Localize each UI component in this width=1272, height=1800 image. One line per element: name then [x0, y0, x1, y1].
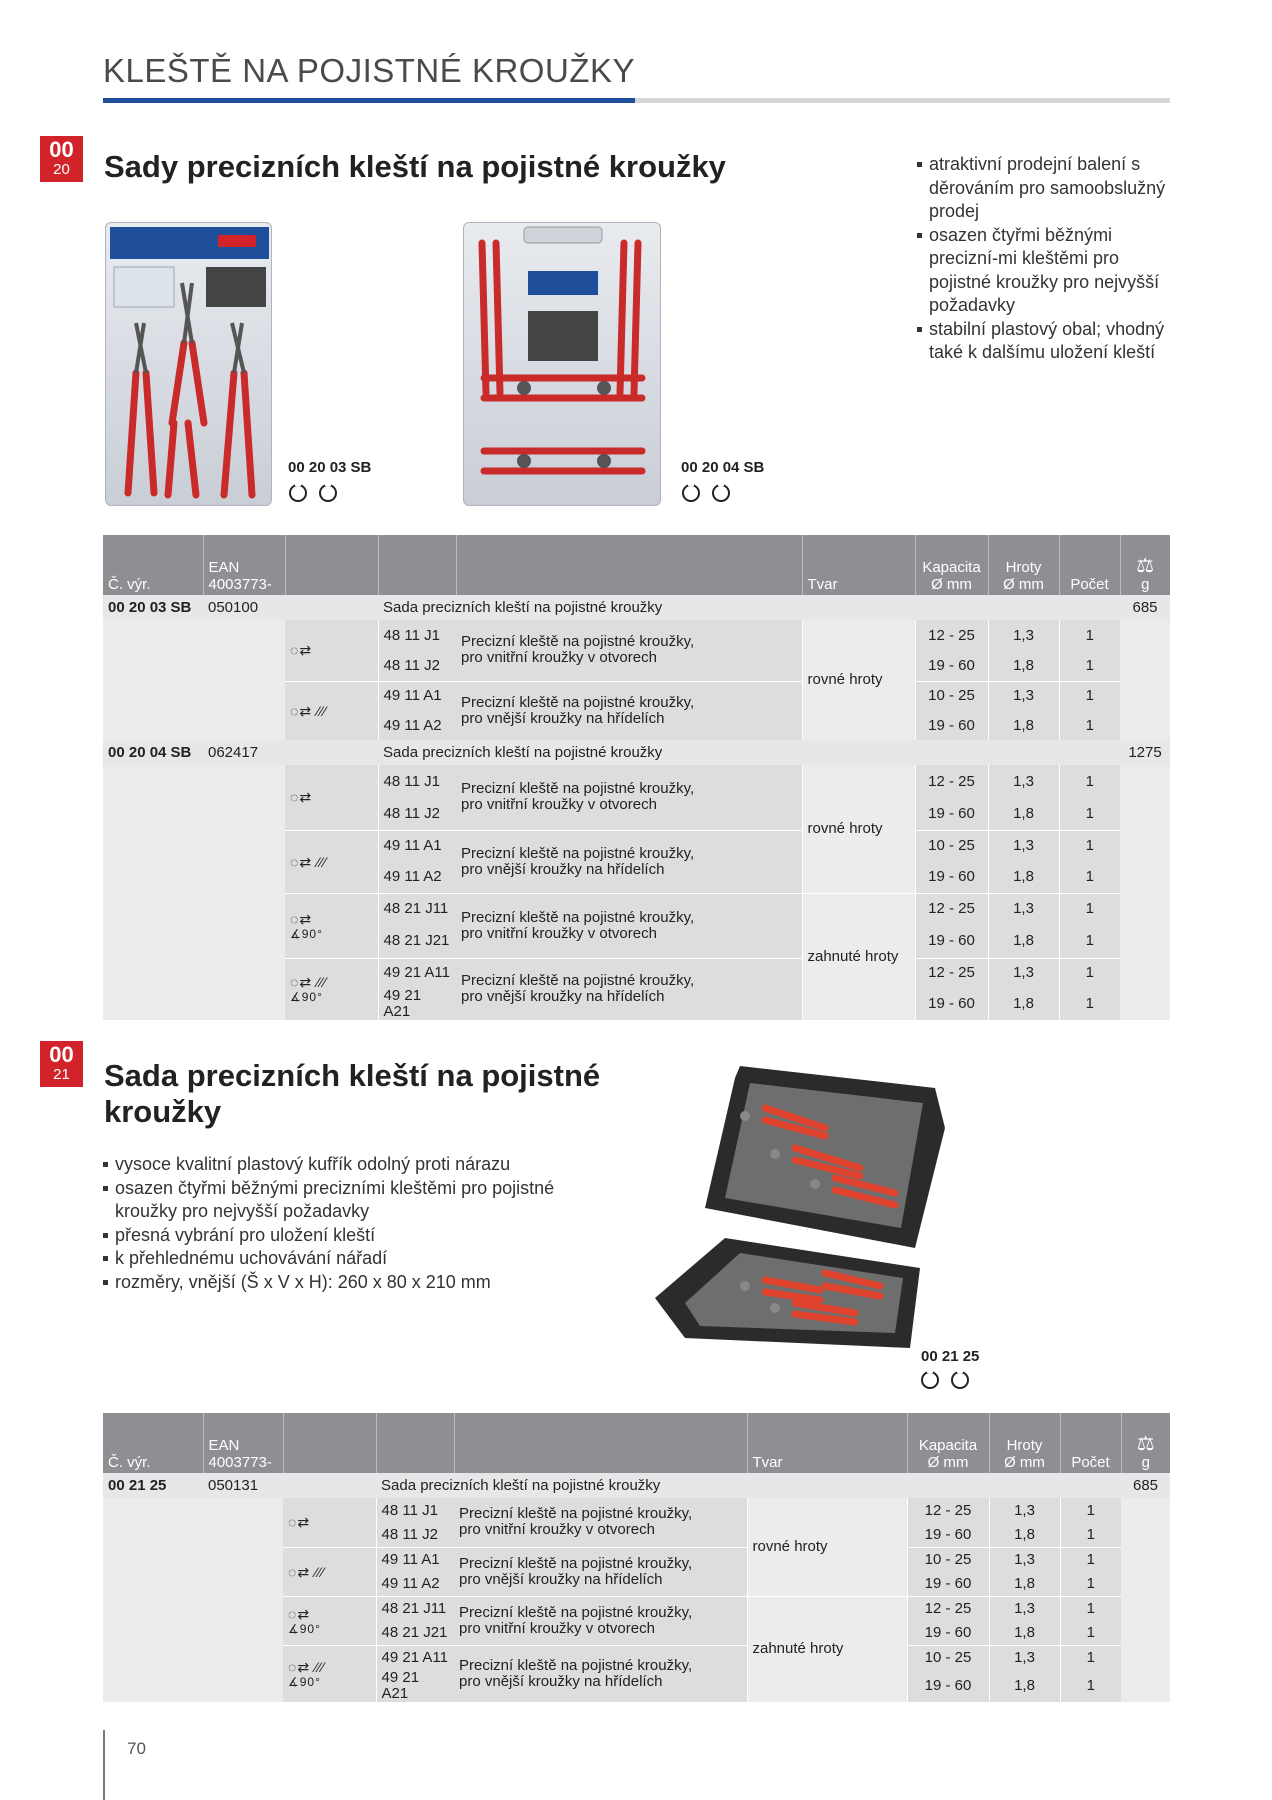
spec-table-002125 — [103, 1413, 1170, 1702]
tip: 1,3 — [989, 1645, 1060, 1670]
capacity: 19 - 60 — [915, 862, 988, 893]
col-ean — [203, 1413, 283, 1473]
item-description — [456, 958, 802, 1020]
desc-line: Precizní kleště na pojistné kroužky, — [459, 1656, 693, 1674]
tip: 1,8 — [989, 1572, 1060, 1596]
feature-item: osazen čtyřmi běžnými precizními kleštěmi pro pojistné kroužky pro nejvyšší požadavky — [103, 1177, 603, 1224]
col-symbol — [283, 1413, 376, 1473]
angle-90-icon: ∡90° — [290, 926, 323, 941]
tip: 1,3 — [988, 830, 1059, 862]
tip: 1,3 — [989, 1547, 1060, 1572]
capacity: 19 - 60 — [907, 1621, 989, 1645]
item-description — [454, 1596, 747, 1645]
table-row — [103, 765, 1170, 798]
art-no: 00 20 04 SB — [103, 740, 203, 765]
ean: 062417 — [203, 740, 285, 765]
capacity: 12 - 25 — [915, 765, 988, 798]
tips-unit: Ø mm — [1004, 1454, 1045, 1471]
tip: 1,8 — [988, 711, 1059, 740]
col-tips — [988, 535, 1059, 595]
desc-line: pro vnější kroužky na hřídelích — [461, 709, 665, 727]
external-ring-icon — [319, 484, 337, 502]
tip: 1,3 — [988, 765, 1059, 798]
col-art-no: Č. výr. — [103, 535, 203, 595]
item-code: 48 21 J21 — [376, 1621, 454, 1645]
desc-line: Precizní kleště na pojistné kroužky, — [461, 972, 695, 990]
scale-icon: ⚖ — [1136, 1433, 1155, 1455]
weight: 1275 — [1120, 740, 1170, 765]
capacity-unit: Ø mm — [931, 576, 972, 593]
capacity: 10 - 25 — [915, 681, 988, 711]
tip: 1,8 — [988, 651, 1059, 681]
item-description — [456, 830, 802, 893]
quantity: 1 — [1059, 830, 1120, 862]
capacity: 19 - 60 — [907, 1572, 989, 1596]
quantity: 1 — [1060, 1523, 1121, 1547]
external-pliers-icon: ◌⇄ ⁄⁄⁄ — [283, 1547, 376, 1596]
quantity: 1 — [1059, 798, 1120, 830]
capacity-label: Kapacita — [922, 559, 981, 576]
capacity: 12 - 25 — [915, 893, 988, 925]
weight-unit: g — [1141, 1454, 1150, 1471]
quantity: 1 — [1060, 1670, 1121, 1702]
external-ring-icon — [951, 1371, 969, 1389]
feature-item: osazen čtyřmi běžnými precizní-mi kleštěmi pro pojistné kroužky pro nejvyšší požadavky — [917, 224, 1177, 318]
product-code: 00 21 25 — [921, 1348, 980, 1365]
internal-ring-icon — [289, 484, 307, 502]
capacity-label: Kapacita — [918, 1437, 978, 1454]
angle-90-icon: ∡90° — [290, 990, 323, 1005]
item-code: 48 11 J2 — [376, 1523, 454, 1547]
capacity: 19 - 60 — [915, 711, 988, 740]
item-code: 49 11 A2 — [376, 1572, 454, 1596]
tip: 1,3 — [989, 1498, 1060, 1523]
item-code: 49 21 A21 — [378, 988, 456, 1020]
tip: 1,3 — [988, 958, 1059, 988]
item-code: 49 21 A21 — [376, 1670, 454, 1702]
art-no: 00 20 03 SB — [103, 595, 203, 620]
weight: 685 — [1121, 1473, 1170, 1498]
ean-prefix: 4003773- — [208, 576, 272, 593]
spec-table-0020 — [103, 535, 1170, 1020]
internal-ring-icon — [921, 1371, 939, 1389]
desc-line: pro vnější kroužky na hřídelích — [461, 860, 665, 878]
desc-line: pro vnější kroužky na hřídelích — [461, 988, 665, 1006]
shape: zahnuté hroty — [747, 1596, 907, 1702]
external-pliers-icon: ◌⇄ ⁄⁄⁄ — [285, 681, 378, 740]
quantity: 1 — [1060, 1621, 1121, 1645]
weight-unit: g — [1141, 576, 1150, 593]
quantity: 1 — [1060, 1596, 1121, 1621]
quantity: 1 — [1059, 893, 1120, 925]
ring-type-icons — [682, 484, 730, 502]
item-description — [454, 1645, 747, 1702]
col-code — [376, 1413, 454, 1473]
quantity: 1 — [1059, 925, 1120, 958]
quantity: 1 — [1060, 1498, 1121, 1523]
capacity: 19 - 60 — [907, 1670, 989, 1702]
title-rule-accent — [103, 98, 635, 103]
item-code: 49 11 A1 — [378, 830, 456, 862]
item-code: 49 21 A11 — [378, 958, 456, 988]
internal-ring-icon — [682, 484, 700, 502]
quantity: 1 — [1059, 988, 1120, 1020]
internal-pliers-icon: ◌⇄ — [285, 620, 378, 681]
capacity: 19 - 60 — [915, 925, 988, 958]
tip: 1,8 — [988, 925, 1059, 958]
external-pliers-icon: ◌⇄ ⁄⁄⁄ — [290, 974, 327, 991]
quantity: 1 — [1060, 1547, 1121, 1572]
ean-label: EAN — [208, 559, 240, 576]
tips-label: Hroty — [1006, 1437, 1043, 1454]
item-description — [456, 765, 802, 830]
capacity: 10 - 25 — [907, 1547, 989, 1572]
item-code: 48 11 J1 — [378, 765, 456, 798]
col-desc — [454, 1413, 747, 1473]
item-description — [456, 681, 802, 740]
shape: zahnuté hroty — [802, 893, 915, 1020]
table-row — [103, 620, 1170, 651]
title-rule — [103, 98, 1170, 103]
external-bent-pliers-icon — [283, 1645, 376, 1702]
desc-line: Precizní kleště na pojistné kroužky, — [459, 1505, 693, 1523]
desc-line: pro vnitřní kroužky v otvorech — [461, 649, 657, 667]
internal-pliers-icon: ◌⇄ — [288, 1605, 311, 1622]
badge-number: 00 — [49, 1042, 74, 1067]
shape: rovné hroty — [747, 1498, 907, 1596]
item-description — [456, 620, 802, 681]
category-badge-0021 — [40, 1041, 83, 1087]
category-badge-0020 — [40, 136, 83, 182]
capacity: 19 - 60 — [915, 988, 988, 1020]
item-code: 48 11 J2 — [378, 651, 456, 681]
internal-bent-pliers-icon — [285, 893, 378, 958]
pliers-blister-illustration — [106, 223, 272, 506]
desc-line: Precizní kleště na pojistné kroužky, — [461, 844, 695, 862]
product-image-002125 — [645, 1058, 950, 1358]
desc-line: Precizní kleště na pojistné kroužky, — [461, 633, 695, 651]
col-art-no: Č. výr. — [103, 1413, 203, 1473]
desc-line: Precizní kleště na pojistné kroužky, — [461, 780, 695, 798]
item-code: 48 21 J11 — [378, 893, 456, 925]
item-code: 49 11 A2 — [378, 862, 456, 893]
internal-pliers-icon: ◌⇄ — [290, 910, 313, 927]
capacity: 12 - 25 — [907, 1498, 989, 1523]
capacity: 10 - 25 — [915, 830, 988, 862]
desc-line: Precizní kleště na pojistné kroužky, — [461, 693, 695, 711]
tips-label: Hroty — [1005, 559, 1042, 576]
external-bent-pliers-icon — [285, 958, 378, 1020]
table-row — [103, 595, 1170, 620]
capacity: 12 - 25 — [907, 1596, 989, 1621]
quantity: 1 — [1059, 681, 1120, 711]
desc-line: Precizní kleště na pojistné kroužky, — [459, 1603, 693, 1621]
item-code: 49 11 A1 — [378, 681, 456, 711]
tip: 1,8 — [988, 988, 1059, 1020]
set-name: Sada precizních kleští na pojistné kroužky — [378, 595, 1120, 620]
ean: 050100 — [203, 595, 285, 620]
ring-type-icons — [921, 1371, 969, 1389]
desc-line: Precizní kleště na pojistné kroužky, — [461, 908, 695, 926]
desc-line: pro vnitřní kroužky v otvorech — [459, 1619, 655, 1637]
quantity: 1 — [1059, 765, 1120, 798]
capacity: 19 - 60 — [915, 651, 988, 681]
capacity-unit: Ø mm — [927, 1454, 969, 1471]
tip: 1,3 — [989, 1596, 1060, 1621]
set-name: Sada precizních kleští na pojistné kroužky — [376, 1473, 1121, 1498]
item-description — [454, 1547, 747, 1596]
feature-list — [103, 1153, 603, 1294]
feature-item: k přehlednému uchovávání nářadí — [103, 1247, 603, 1271]
angle-90-icon: ∡90° — [288, 1621, 321, 1636]
pliers-blister-illustration — [464, 223, 661, 506]
col-count: Počet — [1059, 535, 1120, 595]
col-count: Počet — [1060, 1413, 1121, 1473]
feature-item: atraktivní prodejní balení s děrováním pro samoobslužný prodej — [917, 153, 1177, 224]
table-row — [103, 1498, 1170, 1523]
external-ring-icon — [712, 484, 730, 502]
badge-subnumber: 21 — [53, 1066, 70, 1083]
quantity: 1 — [1060, 1645, 1121, 1670]
quantity: 1 — [1059, 711, 1120, 740]
col-capacity — [915, 535, 988, 595]
tip: 1,8 — [989, 1670, 1060, 1702]
shape: rovné hroty — [802, 765, 915, 893]
desc-line: pro vnější kroužky na hřídelích — [459, 1672, 663, 1690]
col-weight — [1121, 1413, 1170, 1473]
item-code: 48 11 J1 — [378, 620, 456, 651]
internal-pliers-icon: ◌⇄ — [283, 1498, 376, 1547]
quantity: 1 — [1059, 620, 1120, 651]
item-code: 48 11 J1 — [376, 1498, 454, 1523]
tips-unit: Ø mm — [1003, 576, 1044, 593]
art-no: 00 21 25 — [103, 1473, 203, 1498]
product-code: 00 20 04 SB — [681, 459, 765, 476]
col-shape: Tvar — [802, 535, 915, 595]
tip: 1,8 — [988, 862, 1059, 893]
col-symbol — [285, 535, 378, 595]
item-code: 48 21 J21 — [378, 925, 456, 958]
page-title: KLEŠTĚ NA POJISTNÉ KROUŽKY — [103, 52, 635, 89]
quantity: 1 — [1060, 1572, 1121, 1596]
external-pliers-icon: ◌⇄ ⁄⁄⁄ — [288, 1658, 325, 1675]
angle-90-icon: ∡90° — [288, 1674, 321, 1689]
col-tips — [989, 1413, 1060, 1473]
col-ean — [203, 535, 285, 595]
desc-line: pro vnitřní kroužky v otvorech — [461, 796, 657, 814]
ring-type-icons — [289, 484, 337, 502]
tip: 1,3 — [988, 681, 1059, 711]
capacity: 10 - 25 — [907, 1645, 989, 1670]
col-shape: Tvar — [747, 1413, 907, 1473]
product-image-0020-04 — [463, 222, 661, 506]
internal-pliers-icon: ◌⇄ — [285, 765, 378, 830]
ean: 050131 — [203, 1473, 283, 1498]
tip: 1,3 — [988, 620, 1059, 651]
tip: 1,8 — [989, 1621, 1060, 1645]
tip: 1,3 — [988, 893, 1059, 925]
external-pliers-icon: ◌⇄ ⁄⁄⁄ — [285, 830, 378, 893]
desc-line: pro vnější kroužky na hřídelích — [459, 1570, 663, 1588]
tip: 1,8 — [988, 798, 1059, 830]
item-code: 48 11 J2 — [378, 798, 456, 830]
badge-subnumber: 20 — [53, 161, 70, 178]
page-number: 70 — [127, 1739, 146, 1758]
tool-case-illustration — [645, 1058, 950, 1358]
table-row — [103, 1473, 1170, 1498]
item-description — [456, 893, 802, 958]
capacity: 19 - 60 — [907, 1523, 989, 1547]
internal-bent-pliers-icon — [283, 1596, 376, 1645]
desc-line: pro vnitřní kroužky v otvorech — [461, 924, 657, 942]
feature-item: přesná vybrání pro uložení kleští — [103, 1224, 603, 1248]
capacity: 19 - 60 — [915, 798, 988, 830]
desc-line: Precizní kleště na pojistné kroužky, — [459, 1554, 693, 1572]
feature-item: stabilní plastový obal; vhodný také k dalšímu uložení kleští — [917, 318, 1177, 365]
section-heading: Sady precizních kleští na pojistné kroužky — [104, 149, 726, 184]
capacity: 12 - 25 — [915, 958, 988, 988]
item-code: 49 11 A1 — [376, 1547, 454, 1572]
scale-icon: ⚖ — [1136, 555, 1155, 577]
tip: 1,8 — [989, 1523, 1060, 1547]
quantity: 1 — [1059, 862, 1120, 893]
table-row — [103, 740, 1170, 765]
product-image-0020-03 — [105, 222, 272, 506]
quantity: 1 — [1059, 958, 1120, 988]
item-code: 49 11 A2 — [378, 711, 456, 740]
col-code — [378, 535, 456, 595]
product-code: 00 20 03 SB — [288, 459, 372, 476]
ean-prefix: 4003773- — [208, 1454, 272, 1471]
quantity: 1 — [1059, 651, 1120, 681]
feature-item: vysoce kvalitní plastový kufřík odolný proti nárazu — [103, 1153, 603, 1177]
col-capacity — [907, 1413, 989, 1473]
feature-item: rozměry, vnější (Š x V x H): 260 x 80 x 210 mm — [103, 1271, 603, 1295]
heading-line: kroužky — [104, 1094, 222, 1129]
feature-list — [917, 153, 1177, 365]
weight: 685 — [1120, 595, 1170, 620]
set-name: Sada precizních kleští na pojistné kroužky — [378, 740, 1120, 765]
item-code: 48 21 J11 — [376, 1596, 454, 1621]
col-desc — [456, 535, 802, 595]
heading-line: Sada precizních kleští na pojistné — [104, 1058, 601, 1093]
col-weight — [1120, 535, 1170, 595]
desc-line: pro vnitřní kroužky v otvorech — [459, 1521, 655, 1539]
section-heading — [104, 1058, 600, 1130]
ean-label: EAN — [208, 1437, 240, 1454]
item-description — [454, 1498, 747, 1547]
capacity: 12 - 25 — [915, 620, 988, 651]
item-code: 49 21 A11 — [376, 1645, 454, 1670]
footer-rule — [103, 1730, 105, 1800]
badge-number: 00 — [49, 137, 74, 162]
shape: rovné hroty — [802, 620, 915, 740]
